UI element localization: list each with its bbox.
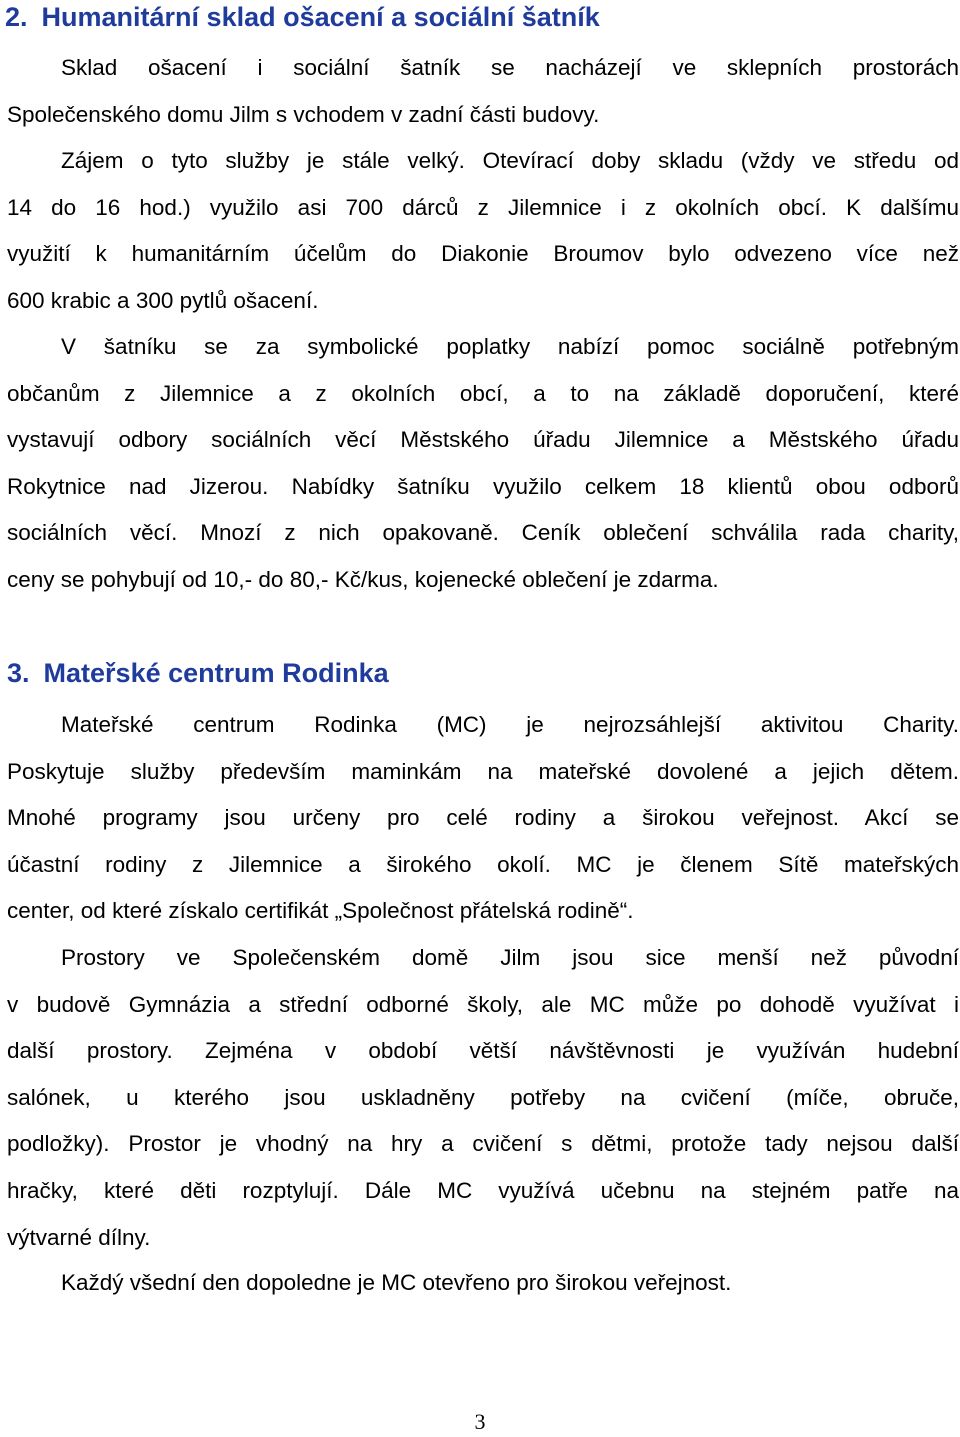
paragraph-line: účastní rodiny z Jilemnice a širokého okolí. MC je členem Sítě mateřských [7, 851, 959, 877]
paragraph-line: center, od které získalo certifikát „Společnost přátelská rodině“. [7, 898, 634, 924]
section-2-heading [5, 0, 600, 34]
paragraph-line: Sklad ošacení i sociální šatník se nacházejí ve sklepních prostorách [61, 55, 959, 80]
section-3-paragraph-2 [7, 935, 959, 1261]
paragraph-line: občanům z Jilemnice a z okolních obcí, a to na základě doporučení, které [7, 380, 959, 406]
paragraph-line: sociálních věcí. Mnozí z nich opakovaně. Ceník oblečení schválila rada charity, [7, 520, 959, 546]
paragraph-line: Mnohé programy jsou určeny pro celé rodiny a širokou veřejnost. Akcí se [7, 805, 959, 831]
paragraph-line: vystavují odbory sociálních věcí Městského úřadu Jilemnice a Městského úřadu [7, 427, 959, 453]
paragraph-line: V šatníku se za symbolické poplatky nabízí pomoc sociálně potřebným [61, 334, 959, 359]
paragraph-line: Zájem o tyto služby je stále velký. Otevírací doby skladu (vždy ve středu od [61, 148, 959, 173]
page-number: 3 [474, 1409, 486, 1434]
paragraph-line: výtvarné dílny. [7, 1224, 151, 1250]
section-2-title: Humanitární sklad ošacení a sociální šatník [41, 2, 600, 32]
paragraph-line: další prostory. Zejména v období větší návštěvnosti je využíván hudební [7, 1038, 959, 1064]
section-2-paragraph-2 [7, 138, 959, 324]
section-3-title: Mateřské centrum Rodinka [43, 658, 389, 688]
paragraph-line: 600 krabic a 300 pytlů ošacení. [7, 287, 319, 313]
section-3-paragraph-1 [7, 702, 959, 935]
paragraph-line: 14 do 16 hod.) využilo asi 700 dárců z Jilemnice i z okolních obcí. K dalšímu [7, 194, 959, 220]
paragraph-line: Prostory ve Společenském domě Jilm jsou sice menší než původní [61, 945, 959, 970]
section-2-paragraph-3 [7, 324, 959, 604]
paragraph-line: Mateřské centrum Rodinka (MC) je nejrozsáhlejší aktivitou Charity. [61, 712, 959, 737]
section-2-number: 2. [5, 2, 28, 32]
section-2-paragraph-1 [7, 45, 959, 138]
paragraph-line: ceny se pohybují od 10,- do 80,- Kč/kus, kojenecké oblečení je zdarma. [7, 566, 719, 592]
paragraph-line: Každý všední den dopoledne je MC otevřeno pro širokou veřejnost. [61, 1270, 732, 1295]
paragraph-line: hračky, které děti rozptylují. Dále MC využívá učebnu na stejném patře na [7, 1177, 959, 1203]
paragraph-line: Společenského domu Jilm s vchodem v zadní části budovy. [7, 101, 600, 127]
section-3-paragraph-3 [7, 1260, 959, 1307]
paragraph-line: využití k humanitárním účelům do Diakonie Broumov bylo odvezeno více než [7, 241, 959, 267]
paragraph-line: Poskytuje služby především maminkám na mateřské dovolené a jejich dětem. [7, 758, 959, 784]
paragraph-line: salónek, u kterého jsou uskladněny potřeby na cvičení (míče, obruče, [7, 1084, 959, 1110]
paragraph-line: podložky). Prostor je vhodný na hry a cvičení s dětmi, protože tady nejsou další [7, 1131, 959, 1157]
paragraph-line: Rokytnice nad Jizerou. Nabídky šatníku využilo celkem 18 klientů obou odborů [7, 473, 959, 499]
paragraph-line: v budově Gymnázia a střední odborné školy, ale MC může po dohodě využívat i [7, 991, 959, 1017]
section-3-heading [7, 656, 389, 690]
section-3-number: 3. [7, 658, 30, 688]
